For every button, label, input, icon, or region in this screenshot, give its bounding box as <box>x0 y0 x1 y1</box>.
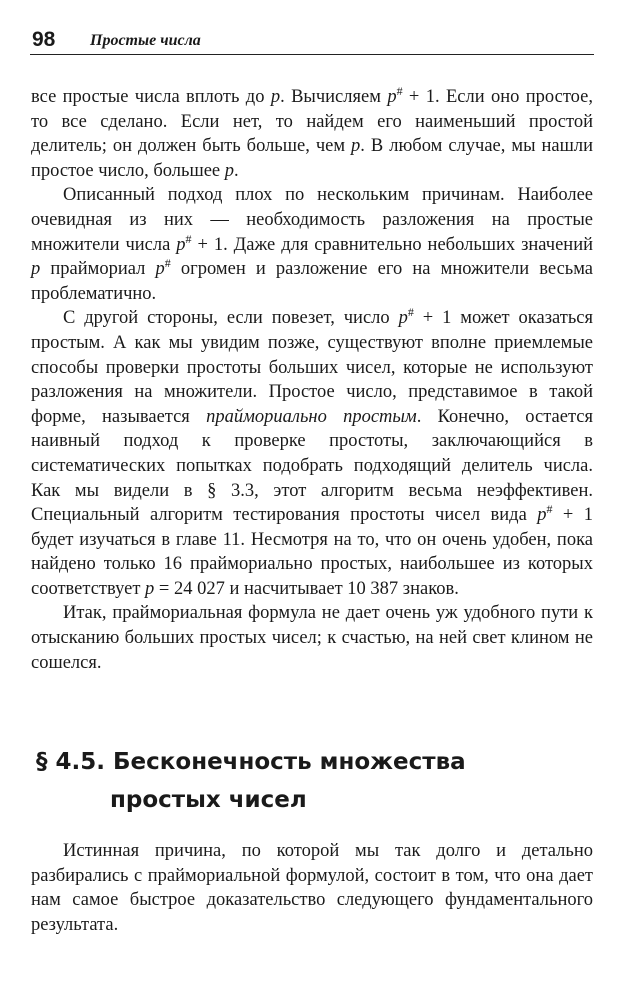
paragraph-5: Истинная причина, по которой мы так долго и детально разбирались с праймориальной формулой, состоит в том, что она дает нам самое быстрое доказательство следующего фундаментального результата. <box>31 841 593 935</box>
section-heading <box>36 743 596 819</box>
paragraph-2: Описанный подход плох по нескольким причинам. Наиболее очевидная из них — необходимость разложения на простые множители числа p# + 1. Даже для сравнительно небольших значений p праймориал p# огромен и разложение его на множители весьма проблематично. <box>31 185 594 304</box>
section-number: § 4.5. <box>36 749 105 775</box>
running-title: Простые числа <box>90 32 201 49</box>
page-header <box>30 26 594 55</box>
term-primorial-prime: праймориально простым <box>206 406 417 427</box>
paragraph-4: Итак, праймориальная формула не дает очень уж удобного пути к отысканию больших простых чисел; к счастью, на ней свет клином не сошелся. <box>31 603 593 673</box>
section-title-line1: Бесконечность множества <box>113 749 466 775</box>
main-text-bottom <box>31 839 593 937</box>
section-title-line2: простых чисел <box>110 787 307 813</box>
page-number: 98 <box>32 28 56 51</box>
main-text-top <box>31 85 593 675</box>
paragraph-3: С другой стороны, если повезет, число p# + 1 может оказаться простым. А как мы увидим позже, существуют вполне приемлемые способы проверки простоты больших чисел, которые не используют разложения на множители. Простое число, представимое в такой форме, называется праймориально простым. Конечно, остается наивный подход к проверке простоты, заключающийся в систематических попытках подобрать подходящий делитель числа. Как мы видели в § 3.3, этот алгоритм весьма неэффективен. Специальный алгоритм тестирования простоты чисел вида p# + 1 будет изучаться в главе 11. Несмотря на то, что он очень удобен, пока найдено только 16 праймориально простых, наибольшее из которых соответствует p = 24 027 и насчитывает 10 387 знаков. <box>31 305 593 599</box>
paragraph-1: все простые числа вплоть до p. Вычисляем p# + 1. Если оно простое, то все сделано. Если нет, то найдем его наименьший простой делитель; он должен быть больше, чем p. В любом случае, мы нашли простое число, большее p. <box>31 84 593 181</box>
